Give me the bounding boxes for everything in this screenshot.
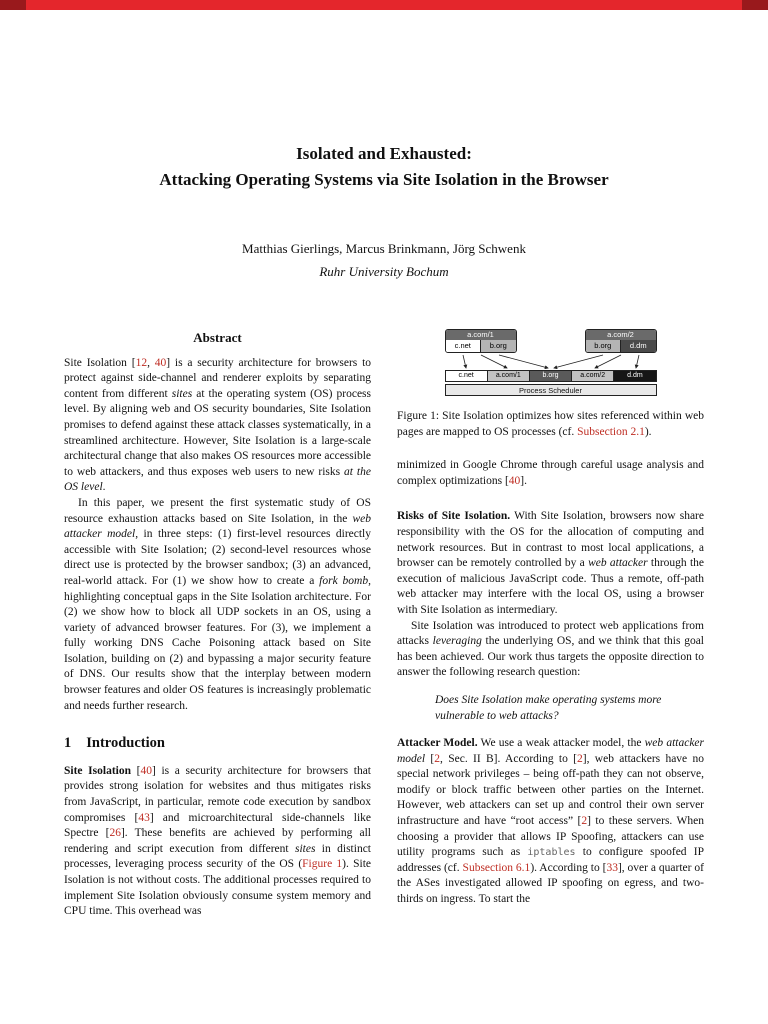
process-scheduler-bar: Process Scheduler bbox=[445, 384, 657, 396]
right-column bbox=[397, 327, 704, 920]
citation-link[interactable]: 2 bbox=[577, 752, 583, 765]
figure-1-diagram bbox=[445, 329, 657, 399]
process-box: a.com/1 bbox=[488, 371, 530, 381]
site-frame: d.dm bbox=[621, 340, 656, 352]
section-title: Introduction bbox=[86, 735, 165, 752]
abstract-paragraph-1: Site Isolation [12, 40] is a security architecture for browsers to protect against side-channel and renderer exploits by separating content from different sites at the operating system (OS) process level. By aligning web and OS security boundaries, Site Isolation promises to defend against these attack classes systematically, in a streamlined architecture. However, Site Isolation is a large-scale architectural change that also makes OS resources more accessible to web attackers, and thus exposes web users to new risks at the OS level. bbox=[64, 356, 372, 494]
process-box: b.org bbox=[530, 371, 572, 381]
process-box: a.com/2 bbox=[572, 371, 614, 381]
attacker-model-paragraph: Attacker Model. We use a weak attacker model, the web attacker model [2, Sec. II B]. According to [2], web attackers have no special network privileges – being off-path they can not observe, modify or block traffic between other parties on the Internet. However, web attackers can set up and control their own server infrastructure and have “root access” [2] to these servers. When choosing a provider that allows IP Spoofing, attackers can use utility programs such as iptables to configure spoofed IP addresses (cf. Subsection 6.1). According to [33], over a quarter of the ASes investigated allowed IP spoofing on egress, and two-thirds on ingress. To start the bbox=[397, 737, 705, 906]
abstract-paragraph-2: In this paper, we present the first systematic study of OS resource exhaustion attacks based on Site Isolation, in the web attacker model, in three steps: (1) first-level resources directly accessible with Site Isolation; (2) second-level resources whose direct use is protected by the browser sandbox; (3) an advanced, real-world attack. For (1) we show how to create a fork bomb, highlighting conceptual gaps in the Site Isolation architecture. For (2) we show how to block all UDP sockets in an OS, using a variety of advanced browser features. For (3), we implement a fully working DNS Cache Poisoning attack based on Site Isolation, building on (2) and bypassing a major security feature of DNS. Our results show that the interplay between modern browser features and older OS features is increasingly problematic and needs further research. bbox=[64, 496, 371, 712]
site-frame: b.org bbox=[586, 340, 622, 352]
citation-link[interactable]: Subsection 2.1 bbox=[577, 425, 645, 438]
citation-link[interactable]: 40 bbox=[154, 356, 167, 369]
authors-line: Matthias Gierlings, Marcus Brinkmann, Jörg Schwenk bbox=[242, 241, 526, 256]
citation-link[interactable]: 2 bbox=[581, 815, 588, 828]
citation-link[interactable]: 2 bbox=[434, 752, 441, 765]
top-bar-left-corner bbox=[0, 0, 26, 10]
two-column-body bbox=[64, 327, 704, 920]
window-frames bbox=[586, 340, 656, 352]
site-frame: c.net bbox=[446, 340, 482, 352]
abstract-heading: Abstract bbox=[193, 330, 242, 345]
research-question: Does Site Isolation make operating systems more vulnerable to web attacks? bbox=[435, 693, 662, 722]
citation-link[interactable]: 40 bbox=[508, 474, 521, 487]
top-bar-right-corner bbox=[742, 0, 768, 10]
risks-paragraph-1: Risks of Site Isolation. With Site Isolation, browsers now share responsibility with the OS for the allocation of computing and network resources. But in contrast to most local applications, a browser can be remotely controlled by a web attacker through the execution of malicious JavaScript code. Thus a remote, off-path web attacker may interfere with the local OS, using a browser with Site Isolation as intermediary. bbox=[397, 510, 705, 616]
paragraph-minimized: minimized in Google Chrome through careful usage analysis and complex optimizations [40]. bbox=[397, 459, 704, 487]
browser-window-1 bbox=[445, 329, 517, 353]
citation-link[interactable]: 33 bbox=[606, 861, 618, 874]
citation-link[interactable]: 43 bbox=[138, 811, 150, 824]
process-box: d.dm bbox=[614, 371, 655, 381]
browser-tab-label: a.com/2 bbox=[586, 330, 656, 340]
process-row bbox=[445, 370, 657, 382]
risks-paragraph-2: Site Isolation was introduced to protect web applications from attacks leveraging the underlying OS, and we think that this goal has been achieved. Our work thus targets the opposite direction to answer the following research question: bbox=[397, 619, 704, 679]
section-1-heading bbox=[64, 736, 371, 752]
figure-1-caption: Figure 1: Site Isolation optimizes how sites referenced within web pages are mapped to OS processes (cf. Subsection 2.1). bbox=[397, 410, 704, 438]
pdf-page bbox=[64, 0, 704, 920]
paper-title-line1: Isolated and Exhausted: bbox=[296, 144, 472, 163]
browser-tab-label: a.com/1 bbox=[446, 330, 516, 340]
left-column bbox=[64, 327, 371, 920]
citation-link[interactable]: 40 bbox=[140, 764, 152, 777]
citation-link[interactable]: Subsection 6.1 bbox=[462, 861, 531, 874]
citation-link[interactable]: 26 bbox=[109, 827, 121, 840]
section-number: 1 bbox=[64, 735, 72, 752]
citation-link[interactable]: Figure 1 bbox=[302, 858, 343, 871]
citation-link[interactable]: 12 bbox=[135, 356, 148, 369]
process-box: c.net bbox=[446, 371, 488, 381]
figure-1 bbox=[397, 329, 704, 440]
paper-title-line2: Attacking Operating Systems via Site Isolation in the Browser bbox=[159, 170, 609, 189]
intro-paragraph-1: Site Isolation [40] is a security architecture for browsers that provides strong isolation for websites and thus mitigates risks from JavaScript, in particular, remote code execution by sandbox compromises [43] and microarchitectural side-channels like Spectre [26]. These benefits are achieved by performing all rendering and script execution from different sites in distinct processes, leveraging process security of the OS (Figure 1). Site Isolation is not without costs. The additional processes required to implement Site Isolation obviously consume system memory and CPU time. This overhead was bbox=[64, 764, 372, 918]
affiliation-line: Ruhr University Bochum bbox=[319, 264, 449, 279]
window-frames bbox=[446, 340, 516, 352]
browser-window-2 bbox=[585, 329, 657, 353]
top-red-bar bbox=[0, 0, 768, 10]
site-frame: b.org bbox=[481, 340, 516, 352]
